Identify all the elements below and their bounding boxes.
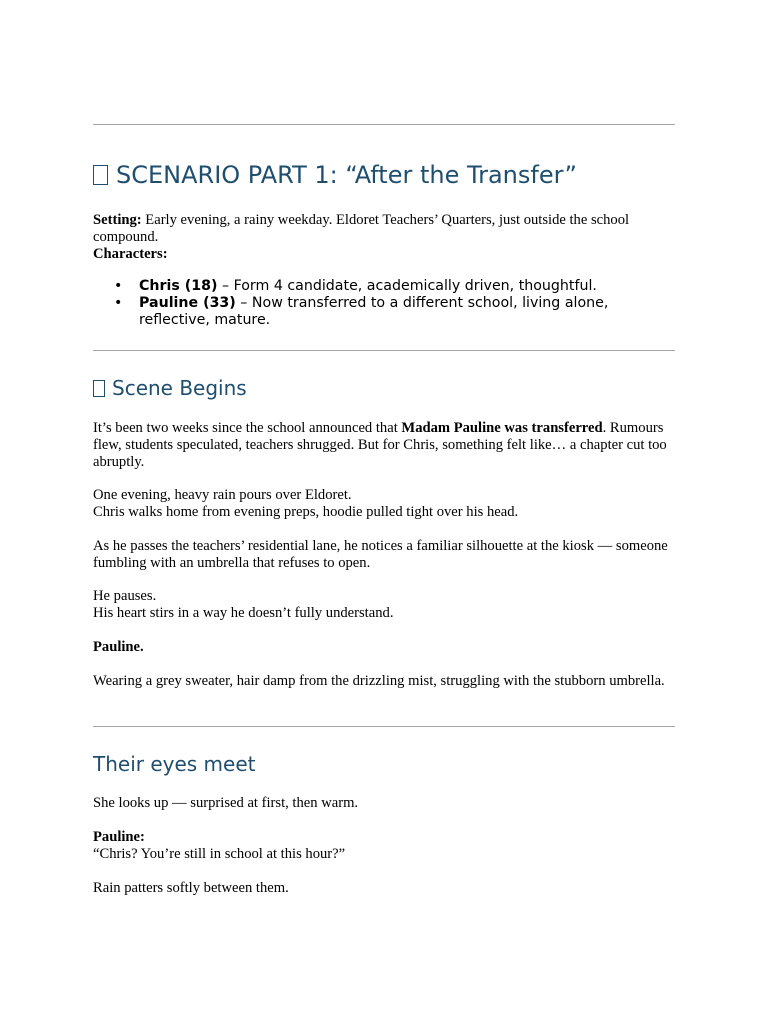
missing-glyph-icon <box>93 165 108 185</box>
scene-paragraph-6: Wearing a grey sweater, hair damp from the drizzling mist, struggling with the stubborn umbrella. <box>93 673 665 689</box>
scenario-title-text: SCENARIO PART 1: “After the Transfer” <box>116 161 577 189</box>
list-item <box>93 295 675 329</box>
scene-paragraph-2 <box>93 487 675 521</box>
scene-paragraph-5 <box>93 639 675 656</box>
quote-text: “Chris? You’re still in school at this hour?” <box>93 846 346 862</box>
text: . Rumours flew, students speculated, teachers shrugged. But for Chris, something felt like… a chapter cut too abruptly. <box>93 420 667 470</box>
text: He pauses. <box>93 588 157 604</box>
character-desc: – Form 4 candidate, academically driven, thoughtful. <box>217 278 597 294</box>
scenario-title <box>93 161 577 189</box>
character-desc: – Now transferred to a different school, living alone, reflective, mature. <box>139 295 609 328</box>
text: Chris walks home from evening preps, hoodie pulled tight over his head. <box>93 504 519 520</box>
setting-text: Early evening, a rainy weekday. Eldoret Teachers’ Quarters, just outside the school compound. <box>93 212 630 245</box>
scene-paragraph-3: As he passes the teachers’ residential lane, he notices a familiar silhouette at the kiosk — someone fumbling with an umbrella that refuses to open. <box>93 538 668 571</box>
missing-glyph-icon <box>93 380 105 397</box>
bullet-icon: • <box>114 295 123 311</box>
character-name: Chris (18) <box>139 278 218 294</box>
eyes-heading: Their eyes meet <box>93 752 256 776</box>
scene-paragraph-1 <box>93 420 675 471</box>
setting-paragraph <box>93 212 675 263</box>
setting-label: Setting: <box>93 212 142 228</box>
character-name: Pauline (33) <box>139 295 236 311</box>
horizontal-rule <box>93 350 675 351</box>
scene-heading-text: Scene Begins <box>112 376 247 400</box>
text: His heart stirs in a way he doesn’t fully understand. <box>93 605 394 621</box>
text: It’s been two weeks since the school announced that <box>93 420 402 436</box>
scene-heading <box>93 376 247 400</box>
horizontal-rule <box>93 124 675 125</box>
emphasis: Madam Pauline was transferred <box>401 420 603 436</box>
emphasis: Pauline. <box>93 639 144 655</box>
horizontal-rule <box>93 726 675 727</box>
speaker-label: Pauline: <box>93 829 145 845</box>
characters-list <box>93 278 675 329</box>
scene-paragraph-4 <box>93 588 675 622</box>
characters-label: Characters: <box>93 246 168 262</box>
eyes-dialogue <box>93 829 675 863</box>
text: One evening, heavy rain pours over Eldoret. <box>93 487 352 503</box>
eyes-paragraph-1: She looks up — surprised at first, then warm. <box>93 795 359 811</box>
bullet-icon: • <box>114 278 123 294</box>
eyes-paragraph-3: Rain patters softly between them. <box>93 880 289 896</box>
list-item <box>93 278 675 295</box>
